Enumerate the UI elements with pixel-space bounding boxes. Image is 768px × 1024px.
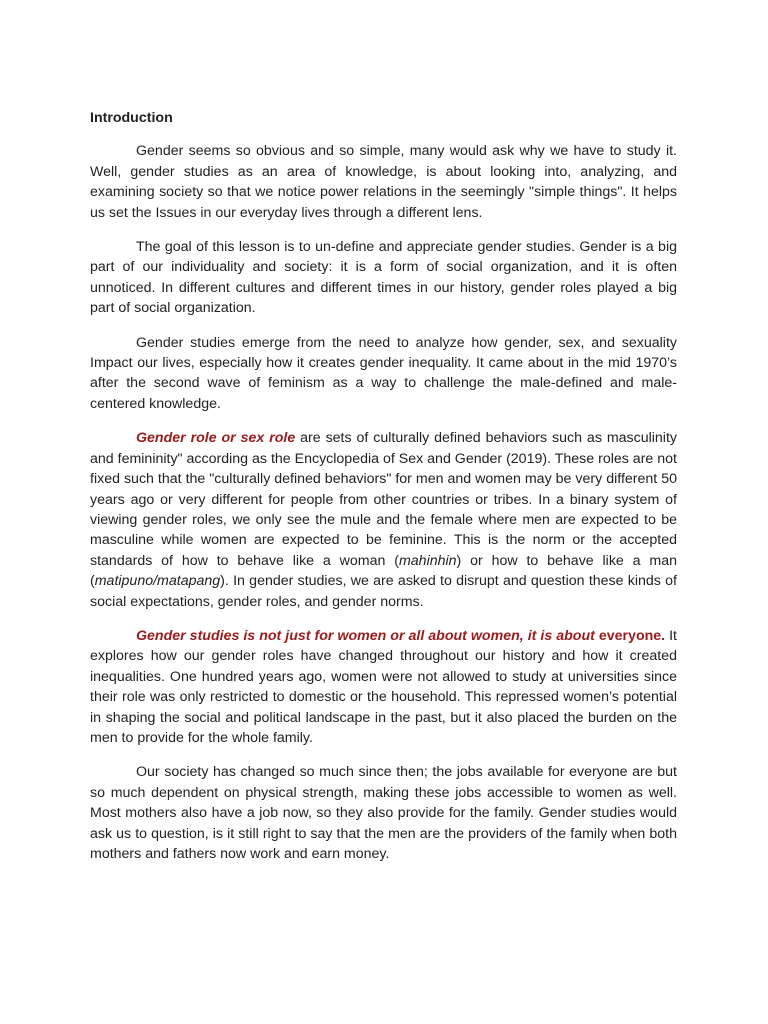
term-gender-role: Gender role or sex role (136, 430, 296, 447)
term-mahinhin: mahinhin (398, 552, 457, 569)
paragraph-4-text-c: ). In gender studies, we are asked to disrupt and question these kinds of social expectations, gender roles, and gender norms. (90, 573, 677, 610)
paragraph-6: Our society has changed so much since then; the jobs available for everyone are but so much dependent on physical strength, making these jobs accessible to women as well. Most mothers also have a job now, so they also provide for the family. Gender studies would ask us to question, is it still right to say that the men are the providers of the family when both mothers and fathers now work and earn money. (90, 764, 677, 862)
term-matipuno: matipuno/matapang (94, 573, 221, 590)
paragraph-1: Gender seems so obvious and so simple, many would ask why we have to study it. Well, gender studies as an area of knowledge, is about looking into, analyzing, and examining society so that we notice power relations in the seemingly "simple things". It helps us set the Issues in our everyday lives through a different lens. (90, 143, 677, 221)
term-everyone: everyone. (598, 627, 666, 644)
paragraph-4 (90, 428, 677, 612)
paragraph-3: Gender studies emerge from the need to analyze how gender, sex, and sexuality Impact our lives, especially how it creates gender inequality. It came about in the mid 1970’s after the second wave of feminism as a way to challenge the male-defined and male-centered knowledge. (90, 334, 677, 412)
paragraph-4-text-a: are sets of culturally defined behaviors such as masculinity and femininity" according as the Encyclopedia of Sex and Gender (2019). These roles are not fixed such that the "culturally defined behaviors" for men and women may be very different 50 years ago or very different for people from other countries or tribes. In a binary system of viewing gender roles, we only see the mule and the female where men are expected to be masculine while women are expected to be feminine. This is the norm or the accepted standards of how to behave like a woman ( (90, 430, 677, 569)
paragraph-5-text: It explores how our gender roles have changed throughout our history and how it created inequalities. One hundred years ago, women were not allowed to study at universities since their role was only restricted to domestic or the household. This repressed women’s potential in shaping the social and political landscape in the past, but it also placed the burden on the men to provide for the whole family. (90, 627, 678, 746)
section-heading: Introduction (90, 110, 173, 126)
term-gender-studies-emphasis: Gender studies is not just for women or all about women, it is about (136, 627, 595, 644)
paragraph-4-text-b: ) or how to behave like a man ( (90, 552, 677, 590)
paragraph-5 (90, 626, 677, 748)
paragraph-2: The goal of this lesson is to un-define and appreciate gender studies. Gender is a big part of our individuality and society: it is a form of social organization, and it is often unnoticed. In different cultures and different times in our history, gender roles played a big part of social organization. (90, 239, 677, 317)
document-page (90, 108, 677, 878)
